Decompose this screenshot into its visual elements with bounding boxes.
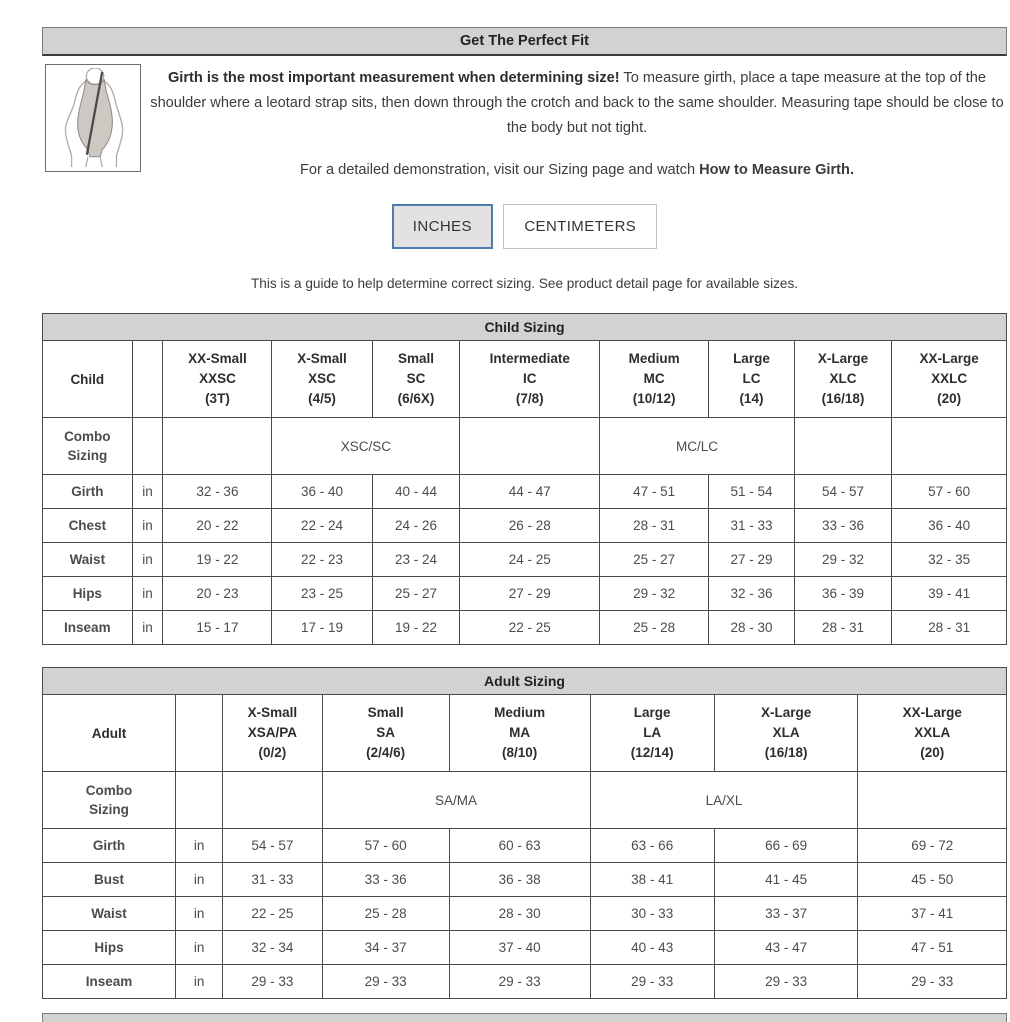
size-value-cell: 69 - 72 <box>858 829 1007 863</box>
measurement-label: Inseam <box>43 965 176 999</box>
size-column-header <box>794 341 891 418</box>
combo-size-cell: LA/XL <box>590 772 858 829</box>
size-column-code: IC <box>523 371 537 387</box>
size-column-name: Small <box>367 705 404 721</box>
size-value-cell: 33 - 36 <box>794 509 891 543</box>
size-column-sizes: (10/12) <box>632 391 676 407</box>
intro-section <box>42 64 1007 178</box>
size-column-code: XSC <box>308 371 336 387</box>
size-value-cell: 38 - 41 <box>590 863 714 897</box>
size-value-cell: 20 - 22 <box>163 509 272 543</box>
sizing-guide-note: This is a guide to help determine correct sizing. See product detail page for available sizes. <box>250 276 799 292</box>
size-column-name: XX-Large <box>902 705 962 721</box>
size-column-code: SA <box>376 725 396 741</box>
size-value-cell: 57 - 60 <box>892 475 1007 509</box>
size-value-cell: 47 - 51 <box>858 931 1007 965</box>
size-value-cell: 28 - 31 <box>794 611 891 645</box>
size-value-cell: 25 - 28 <box>600 611 709 645</box>
size-value-cell: 28 - 30 <box>709 611 795 645</box>
size-column-sizes: (0/2) <box>258 745 287 761</box>
adult-sizing-table <box>42 694 1007 999</box>
size-value-cell: 54 - 57 <box>794 475 891 509</box>
size-column-header <box>858 695 1007 772</box>
size-value-cell: 28 - 30 <box>449 897 590 931</box>
measurement-label: Waist <box>43 543 133 577</box>
combo-empty-cell <box>223 772 322 829</box>
demo-instruction-bold: How to Measure Girth. <box>699 162 854 179</box>
measurement-label: Inseam <box>43 611 133 645</box>
size-column-sizes: (6/6X) <box>397 391 435 407</box>
size-value-cell: 19 - 22 <box>372 611 460 645</box>
size-column-sizes: (4/5) <box>308 391 336 407</box>
size-value-cell: 24 - 25 <box>460 543 600 577</box>
size-value-cell: 29 - 33 <box>714 965 858 999</box>
size-value-cell: 31 - 33 <box>709 509 795 543</box>
combo-label-line: Combo <box>85 783 133 799</box>
size-column-sizes: (8/10) <box>502 745 538 761</box>
measurement-label: Hips <box>43 931 176 965</box>
size-column-code: SC <box>406 371 426 387</box>
intro-text-block <box>141 64 1007 178</box>
measurement-label: Girth <box>43 475 133 509</box>
size-column-code: XXSC <box>199 371 236 387</box>
combo-empty-cell <box>794 418 891 475</box>
unit-cell <box>132 418 163 475</box>
size-column-header <box>163 341 272 418</box>
size-column-name: X-Small <box>297 351 347 367</box>
combo-size-cell: XSC/SC <box>272 418 460 475</box>
unit-cell: in <box>176 965 223 999</box>
size-column-header <box>322 695 449 772</box>
size-value-cell: 32 - 36 <box>709 577 795 611</box>
size-column-header <box>709 341 795 418</box>
combo-empty-cell <box>892 418 1007 475</box>
size-column-sizes: (2/4/6) <box>366 745 406 761</box>
size-value-cell: 29 - 33 <box>223 965 322 999</box>
size-column-header <box>892 341 1007 418</box>
unit-cell: in <box>132 611 163 645</box>
page-title: Get The Perfect Fit <box>42 27 1007 56</box>
combo-empty-cell <box>163 418 272 475</box>
size-value-cell: 29 - 33 <box>449 965 590 999</box>
size-value-cell: 32 - 34 <box>223 931 322 965</box>
size-column-header <box>372 341 460 418</box>
combo-sizing-label <box>43 772 176 829</box>
size-column-header <box>590 695 714 772</box>
size-value-cell: 25 - 27 <box>372 577 460 611</box>
size-column-code: MC <box>643 371 665 387</box>
size-column-name: Medium <box>494 705 546 721</box>
girth-description <box>149 66 1005 141</box>
size-column-sizes: (14) <box>739 391 764 407</box>
size-value-cell: 33 - 36 <box>322 863 449 897</box>
girth-description-rest: To measure girth, place a tape measure at the top of the shoulder where a leotard strap sits, then down through the crotch and back to the same shoulder. Measuring tape should be close to the body but not tight. <box>150 70 1004 137</box>
size-column-name: X-Large <box>761 705 812 721</box>
size-column-sizes: (20) <box>920 745 945 761</box>
child-sizing-section <box>42 313 1007 645</box>
size-value-cell: 44 - 47 <box>460 475 600 509</box>
leotard-girth-illustration <box>45 64 141 172</box>
size-column-sizes: (7/8) <box>515 391 544 407</box>
unit-cell: in <box>132 543 163 577</box>
size-value-cell: 36 - 40 <box>272 475 372 509</box>
size-value-cell: 31 - 33 <box>223 863 322 897</box>
unit-cell: in <box>176 829 223 863</box>
size-column-header <box>460 341 600 418</box>
size-value-cell: 29 - 33 <box>322 965 449 999</box>
size-value-cell: 36 - 38 <box>449 863 590 897</box>
measurement-label: Waist <box>43 897 176 931</box>
size-value-cell: 47 - 51 <box>600 475 709 509</box>
size-value-cell: 40 - 43 <box>590 931 714 965</box>
size-value-cell: 26 - 28 <box>460 509 600 543</box>
size-value-cell: 29 - 32 <box>794 543 891 577</box>
size-value-cell: 37 - 40 <box>449 931 590 965</box>
size-column-code: LA <box>643 725 662 741</box>
size-column-header <box>223 695 322 772</box>
size-value-cell: 41 - 45 <box>714 863 858 897</box>
size-column-name: Medium <box>628 351 680 367</box>
size-column-sizes: (3T) <box>205 391 230 407</box>
combo-sizing-label <box>43 418 133 475</box>
child-table-title: Child Sizing <box>42 313 1007 340</box>
size-column-name: Small <box>398 351 435 367</box>
size-value-cell: 40 - 44 <box>372 475 460 509</box>
size-value-cell: 66 - 69 <box>714 829 858 863</box>
size-value-cell: 27 - 29 <box>709 543 795 577</box>
size-value-cell: 22 - 25 <box>460 611 600 645</box>
size-column-name: X-Small <box>247 705 298 721</box>
size-value-cell: 45 - 50 <box>858 863 1007 897</box>
inches-button[interactable]: INCHES <box>392 204 493 249</box>
size-column-code: XXLA <box>914 725 951 741</box>
size-column-sizes: (16/18) <box>764 745 808 761</box>
unit-cell: in <box>176 931 223 965</box>
size-value-cell: 32 - 36 <box>163 475 272 509</box>
size-value-cell: 39 - 41 <box>892 577 1007 611</box>
unit-cell: in <box>132 475 163 509</box>
size-value-cell: 28 - 31 <box>600 509 709 543</box>
size-column-code: XSA/PA <box>247 725 298 741</box>
size-column-code: MA <box>509 725 531 741</box>
measurement-label: Chest <box>43 509 133 543</box>
size-value-cell: 37 - 41 <box>858 897 1007 931</box>
size-value-cell: 29 - 33 <box>590 965 714 999</box>
centimeters-button[interactable]: CENTIMETERS <box>503 204 657 249</box>
combo-label-line: Combo <box>64 429 111 445</box>
size-value-cell: 36 - 39 <box>794 577 891 611</box>
size-column-name: Large <box>633 705 671 721</box>
child-sizing-table <box>42 340 1007 645</box>
unit-cell: in <box>176 897 223 931</box>
unit-cell: in <box>176 863 223 897</box>
size-column-code: LC <box>742 371 761 387</box>
size-value-cell: 36 - 40 <box>892 509 1007 543</box>
size-column-name: Intermediate <box>489 351 570 367</box>
size-column-code: XLC <box>829 371 857 387</box>
size-column-name: X-Large <box>817 351 869 367</box>
size-value-cell: 20 - 23 <box>163 577 272 611</box>
measurement-label: Hips <box>43 577 133 611</box>
size-value-cell: 28 - 31 <box>892 611 1007 645</box>
size-value-cell: 22 - 23 <box>272 543 372 577</box>
size-column-name: Large <box>733 351 770 367</box>
size-value-cell: 29 - 32 <box>600 577 709 611</box>
size-value-cell: 43 - 47 <box>714 931 858 965</box>
table-group-label: Child <box>43 341 133 418</box>
size-value-cell: 25 - 28 <box>322 897 449 931</box>
size-value-cell: 23 - 24 <box>372 543 460 577</box>
combo-label-line: Sizing <box>67 448 108 464</box>
adult-sizing-section <box>42 667 1007 999</box>
unit-cell: in <box>132 509 163 543</box>
combo-size-cell: MC/LC <box>600 418 795 475</box>
size-column-header <box>600 341 709 418</box>
size-column-header <box>714 695 858 772</box>
combo-label-line: Sizing <box>89 802 129 818</box>
size-value-cell: 15 - 17 <box>163 611 272 645</box>
size-column-name: XX-Small <box>188 351 247 367</box>
size-value-cell: 63 - 66 <box>590 829 714 863</box>
size-value-cell: 54 - 57 <box>223 829 322 863</box>
unit-toggle <box>42 204 1007 249</box>
size-value-cell: 17 - 19 <box>272 611 372 645</box>
measurement-label: Bust <box>43 863 176 897</box>
unit-cell <box>176 772 223 829</box>
size-column-header <box>449 695 590 772</box>
measurement-label: Girth <box>43 829 176 863</box>
unit-column-header <box>176 695 223 772</box>
size-value-cell: 23 - 25 <box>272 577 372 611</box>
demo-instruction-text: For a detailed demonstration, visit our Sizing page and watch <box>300 162 700 179</box>
combo-empty-cell <box>460 418 600 475</box>
size-value-cell: 51 - 54 <box>709 475 795 509</box>
size-column-name: XX-Large <box>919 351 979 367</box>
size-column-sizes: (20) <box>937 391 962 407</box>
unit-column-header <box>132 341 163 418</box>
unit-cell: in <box>132 577 163 611</box>
girth-description-bold: Girth is the most important measurement when determining size! <box>167 70 620 86</box>
demo-instruction <box>149 162 1005 178</box>
size-value-cell: 30 - 33 <box>590 897 714 931</box>
size-column-sizes: (12/14) <box>630 745 674 761</box>
adult-table-title: Adult Sizing <box>42 667 1007 694</box>
size-value-cell: 33 - 37 <box>714 897 858 931</box>
size-column-code: XXLC <box>931 371 968 387</box>
size-value-cell: 29 - 33 <box>858 965 1007 999</box>
size-value-cell: 25 - 27 <box>600 543 709 577</box>
size-value-cell: 22 - 24 <box>272 509 372 543</box>
size-column-sizes: (16/18) <box>821 391 865 407</box>
size-value-cell: 34 - 37 <box>322 931 449 965</box>
combo-size-cell: SA/MA <box>322 772 590 829</box>
size-value-cell: 19 - 22 <box>163 543 272 577</box>
size-value-cell: 22 - 25 <box>223 897 322 931</box>
combo-empty-cell <box>858 772 1007 829</box>
size-value-cell: 24 - 26 <box>372 509 460 543</box>
leotard-figure-icon <box>49 68 137 168</box>
size-column-header <box>272 341 372 418</box>
next-section-bar <box>42 1013 1007 1022</box>
size-value-cell: 27 - 29 <box>460 577 600 611</box>
size-value-cell: 60 - 63 <box>449 829 590 863</box>
size-value-cell: 32 - 35 <box>892 543 1007 577</box>
table-group-label: Adult <box>43 695 176 772</box>
size-column-code: XLA <box>772 725 800 741</box>
size-value-cell: 57 - 60 <box>322 829 449 863</box>
